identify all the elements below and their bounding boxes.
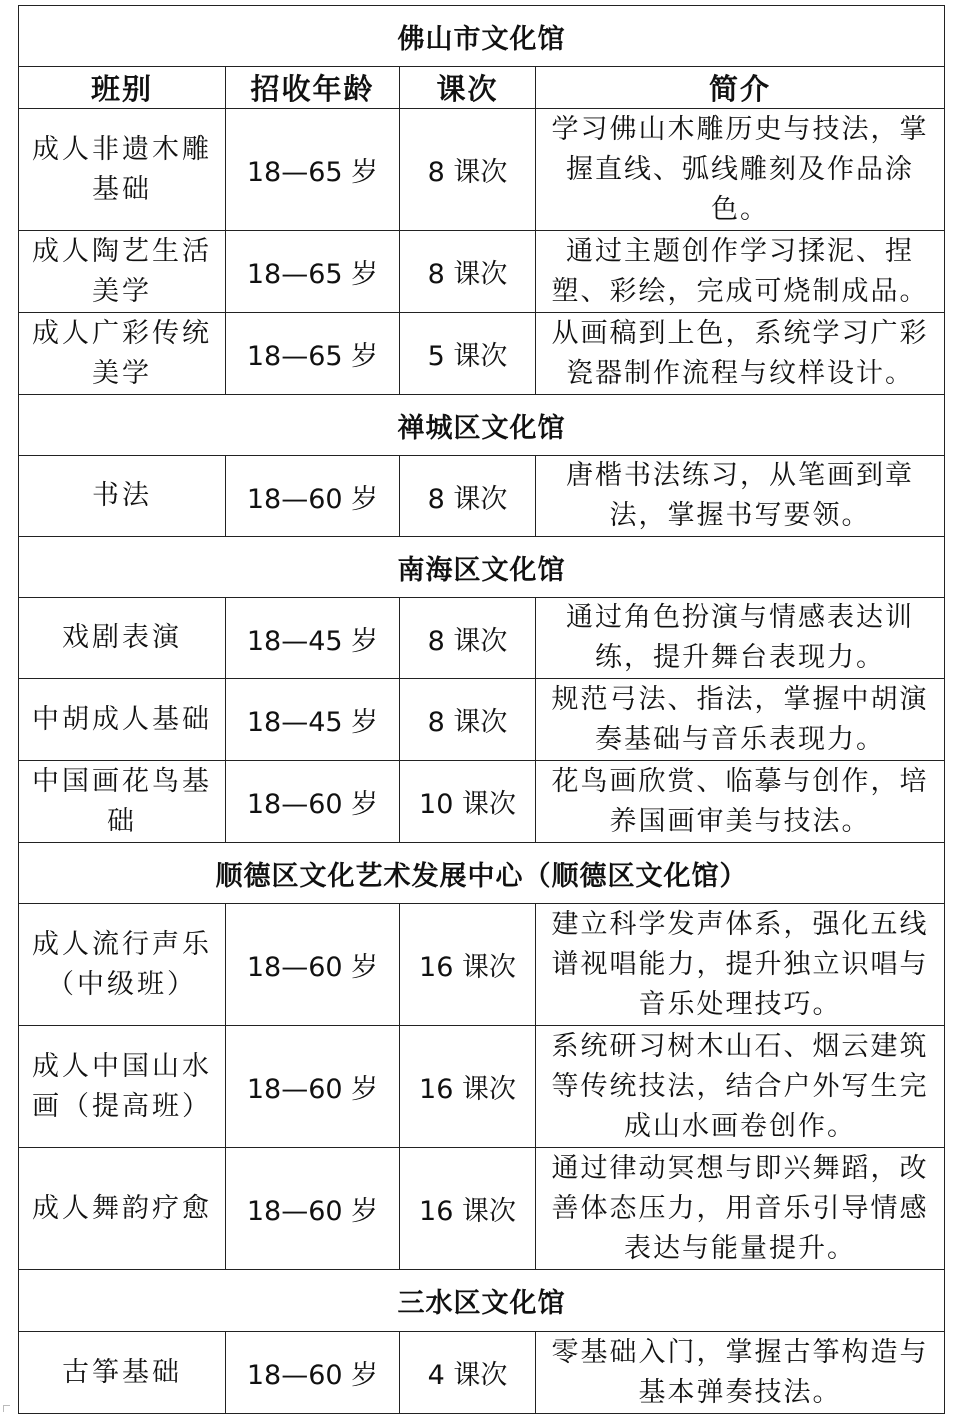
venue-title: 三水区文化馆 [19,1270,945,1332]
class-name: 成人舞韵疗愈 [19,1148,226,1270]
venue-row [19,395,945,456]
table-row [19,598,945,679]
class-sessions: 10 课次 [400,761,536,843]
class-sessions: 8 课次 [400,598,536,679]
class-age: 18—60 岁 [226,1026,400,1148]
class-description: 通过主题创作学习揉泥、捏塑、彩绘，完成可烧制成品。 [536,231,945,313]
header-sessions: 课次 [400,67,536,109]
table-row [19,1148,945,1270]
class-age: 18—60 岁 [226,761,400,843]
class-sessions: 16 课次 [400,904,536,1026]
class-description: 学习佛山木雕历史与技法，掌握直线、弧线雕刻及作品涂色。 [536,109,945,231]
class-name: 成人非遗木雕基础 [19,109,226,231]
table-row [19,1026,945,1148]
venue-row [19,537,945,598]
class-description: 零基础入门，掌握古筝构造与基本弹奏技法。 [536,1332,945,1414]
class-age: 18—45 岁 [226,679,400,761]
header-description: 简介 [536,67,945,109]
class-name: 中胡成人基础 [19,679,226,761]
class-description: 通过角色扮演与情感表达训练，提升舞台表现力。 [536,598,945,679]
table-row [19,904,945,1026]
class-name: 成人广彩传统美学 [19,313,226,395]
table-row [19,761,945,843]
venue-row [19,1270,945,1332]
class-sessions: 16 课次 [400,1026,536,1148]
class-age: 18—60 岁 [226,1148,400,1270]
corner-mark [3,1405,10,1412]
class-sessions: 5 课次 [400,313,536,395]
class-description: 系统研习树木山石、烟云建筑等传统技法，结合户外写生完成山水画卷创作。 [536,1026,945,1148]
table-row [19,1332,945,1414]
class-age: 18—60 岁 [226,1332,400,1414]
venue-title: 顺德区文化艺术发展中心（顺德区文化馆） [19,843,945,904]
venue-row [19,843,945,904]
course-schedule-table [18,5,945,1414]
table-row [19,109,945,231]
class-description: 唐楷书法练习，从笔画到章法，掌握书写要领。 [536,456,945,537]
class-name: 戏剧表演 [19,598,226,679]
class-name: 古筝基础 [19,1332,226,1414]
class-age: 18—65 岁 [226,313,400,395]
class-name: 成人中国山水画（提高班） [19,1026,226,1148]
header-row [19,67,945,109]
class-age: 18—65 岁 [226,109,400,231]
table-row [19,231,945,313]
class-age: 18—60 岁 [226,456,400,537]
class-name: 成人流行声乐（中级班） [19,904,226,1026]
class-sessions: 8 课次 [400,679,536,761]
header-age: 招收年龄 [226,67,400,109]
table-row [19,679,945,761]
class-description: 从画稿到上色，系统学习广彩瓷器制作流程与纹样设计。 [536,313,945,395]
venue-title: 南海区文化馆 [19,537,945,598]
class-age: 18—45 岁 [226,598,400,679]
class-age: 18—65 岁 [226,231,400,313]
class-name: 书法 [19,456,226,537]
venue-title: 禅城区文化馆 [19,395,945,456]
class-sessions: 8 课次 [400,456,536,537]
class-description: 建立科学发声体系，强化五线谱视唱能力，提升独立识唱与音乐处理技巧。 [536,904,945,1026]
venue-row [19,6,945,67]
class-description: 花鸟画欣赏、临摹与创作，培养国画审美与技法。 [536,761,945,843]
table-row [19,456,945,537]
class-name: 成人陶艺生活美学 [19,231,226,313]
class-name: 中国画花鸟基础 [19,761,226,843]
class-sessions: 8 课次 [400,109,536,231]
class-sessions: 4 课次 [400,1332,536,1414]
class-sessions: 16 课次 [400,1148,536,1270]
class-description: 通过律动冥想与即兴舞蹈，改善体态压力，用音乐引导情感表达与能量提升。 [536,1148,945,1270]
table-row [19,313,945,395]
class-sessions: 8 课次 [400,231,536,313]
class-description: 规范弓法、指法，掌握中胡演奏基础与音乐表现力。 [536,679,945,761]
venue-title: 佛山市文化馆 [19,6,945,67]
class-age: 18—60 岁 [226,904,400,1026]
header-class: 班别 [19,67,226,109]
